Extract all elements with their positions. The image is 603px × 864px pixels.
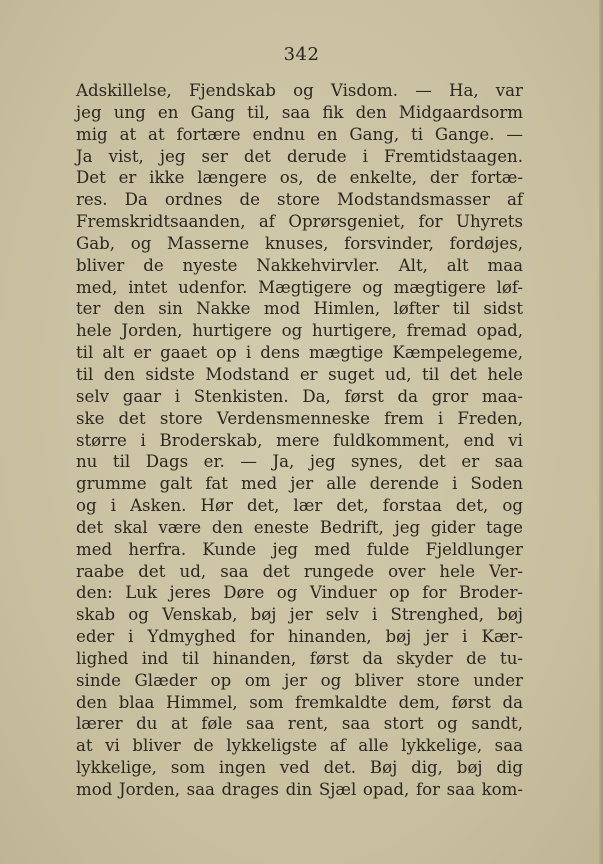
text-line: med, intet udenfor. Mægtigere og mægtigere løf- — [76, 277, 523, 297]
text-line: lykkelige, som ingen ved det. Bøj dig, bøj dig — [76, 758, 523, 778]
text-line: res. Da ordnes de store Modstandsmasser af — [76, 190, 523, 210]
text-line: grumme galt fat med jer alle derende i Soden — [76, 474, 523, 494]
text-line: selv gaar i Stenkisten. Da, først da gror maa- — [76, 386, 523, 406]
text-line: hele Jorden, hurtigere og hurtigere, fremad opad, — [76, 321, 523, 341]
text-line: ske det store Verdensmenneske frem i Freden, — [76, 408, 523, 428]
text-line: bliver de nyeste Nakkehvirvler. Alt, alt maa — [76, 255, 523, 275]
text-line: mig at at fortære endnu en Gang, ti Gange. — — [76, 124, 523, 144]
text-line: Gab, og Masserne knuses, forsvinder, fordøjes, — [76, 233, 523, 253]
text-line: nu til Dags er. — Ja, jeg synes, det er saa — [76, 452, 523, 472]
body-text — [76, 80, 523, 801]
text-line: eder i Ydmyghed for hinanden, bøj jer i Kær- — [76, 627, 523, 647]
text-line: Adskillelse, Fjendskab og Visdom. — Ha, var — [76, 81, 523, 100]
text-line: Fremskridtsaanden, af Oprørsgeniet, for Uhyrets — [76, 212, 523, 232]
text-line: jeg ung en Gang til, saa fik den Midgaardsorm — [76, 102, 523, 122]
text-line: ter den sin Nakke mod Himlen, løfter til sidst — [76, 299, 523, 319]
text-line: større i Broderskab, mere fuldkomment, end vi — [76, 430, 523, 450]
text-line: den blaa Himmel, som fremkaldte dem, først da — [76, 692, 523, 712]
text-line: lærer du at føle saa rent, saa stort og sandt, — [76, 714, 523, 734]
page-number: 342 — [283, 44, 320, 65]
text-line: sinde Glæder op om jer og bliver store under — [76, 670, 523, 690]
text-line: og i Asken. Hør det, lær det, forstaa det, og — [76, 496, 523, 516]
text-line: lighed ind til hinanden, først da skyder de tu- — [76, 648, 523, 668]
text-line: med herfra. Kunde jeg med fulde Fjeldlunger — [76, 539, 523, 559]
text-line: den: Luk jeres Døre og Vinduer op for Broder- — [76, 583, 523, 603]
text-line: at vi bliver de lykkeligste af alle lykkelige, saa — [76, 736, 523, 756]
page-edge — [599, 0, 603, 864]
text-line: det skal være den eneste Bedrift, jeg gider tage — [76, 517, 523, 537]
text-line: Det er ikke længere os, de enkelte, der fortæ- — [76, 168, 523, 188]
text-line: raabe det ud, saa det rungede over hele Ver- — [76, 561, 523, 581]
text-line: mod Jorden, saa drages din Sjæl opad, for saa kom- — [76, 780, 523, 799]
text-line: til den sidste Modstand er suget ud, til det hele — [76, 364, 523, 384]
text-line: skab og Venskab, bøj jer selv i Strenghed, bøj — [76, 605, 523, 625]
text-line: til alt er gaaet op i dens mægtige Kæmpelegeme, — [76, 343, 523, 363]
text-line: Ja vist, jeg ser det derude i Fremtidstaagen. — [76, 146, 523, 166]
